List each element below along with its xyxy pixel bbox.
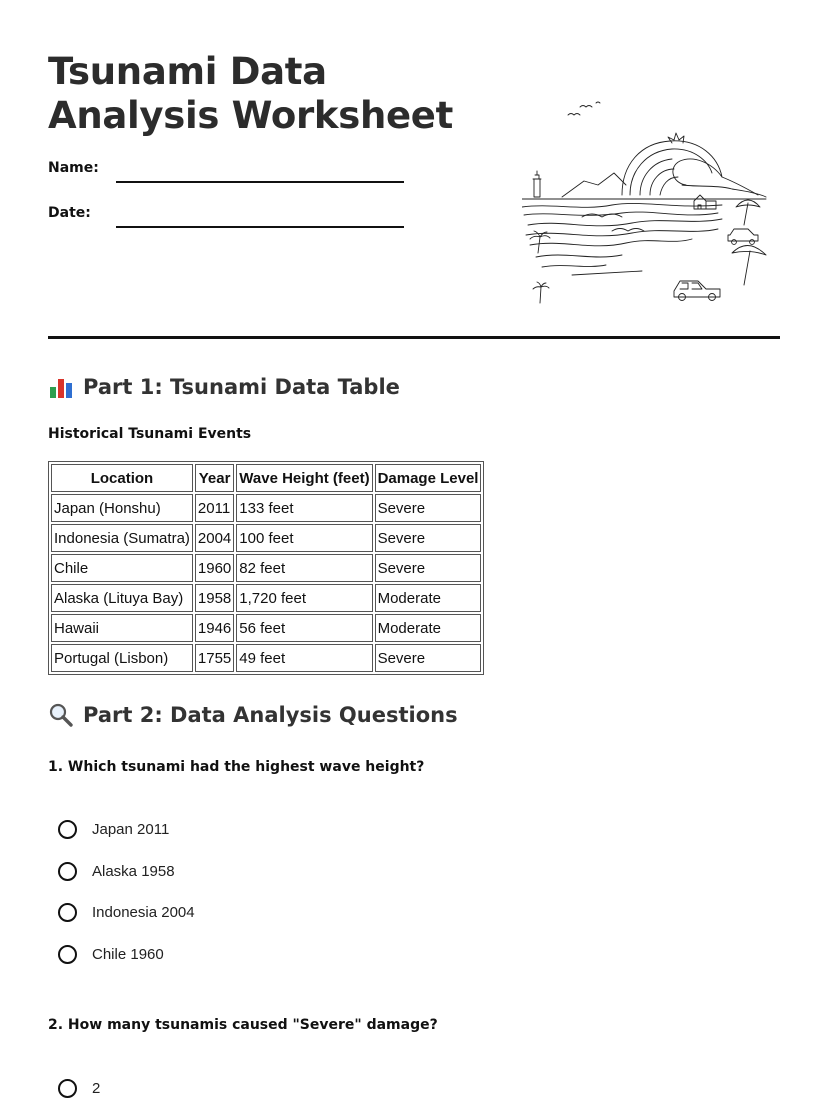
part2-heading [48,702,458,728]
date-label: Date: [48,205,91,221]
option-label: 2 [92,1080,101,1097]
magnifying-glass-icon [48,702,74,728]
bar-chart-icon [48,374,74,400]
radio-button[interactable] [58,820,77,839]
column-header: Wave Height (feet) [236,464,372,492]
table-row [51,524,481,552]
cell-location: Japan (Honshu) [51,494,193,522]
radio-button[interactable] [58,945,77,964]
option-label: Alaska 1958 [92,863,175,880]
cell-location: Indonesia (Sumatra) [51,524,193,552]
cell-year: 1755 [195,644,234,672]
cell-year: 1946 [195,614,234,642]
table-row [51,494,481,522]
name-label: Name: [48,160,99,176]
cell-year: 1960 [195,554,234,582]
date-input-line[interactable] [116,226,404,228]
cell-year: 1958 [195,584,234,612]
cell-damage-level: Severe [375,554,482,582]
cell-damage-level: Moderate [375,584,482,612]
cell-damage-level: Moderate [375,614,482,642]
cell-wave-height: 1,720 feet [236,584,372,612]
table-row [51,644,481,672]
radio-button[interactable] [58,1079,77,1098]
question-2: 2. How many tsunamis caused "Severe" damage? [48,1017,438,1033]
cell-wave-height: 133 feet [236,494,372,522]
cell-location: Hawaii [51,614,193,642]
question-1: 1. Which tsunami had the highest wave height? [48,759,425,775]
table-row [51,584,481,612]
column-header: Location [51,464,193,492]
table-caption: Historical Tsunami Events [48,426,252,442]
option-label: Chile 1960 [92,946,164,963]
page-title: Tsunami Data Analysis Worksheet [48,50,453,137]
cell-wave-height: 100 feet [236,524,372,552]
cell-wave-height: 82 feet [236,554,372,582]
column-header: Damage Level [375,464,482,492]
cell-damage-level: Severe [375,524,482,552]
cell-damage-level: Severe [375,644,482,672]
tsunami-illustration [522,85,774,307]
cell-year: 2011 [195,494,234,522]
column-header: Year [195,464,234,492]
q1-option-chile-1960[interactable] [58,945,164,964]
cell-location: Chile [51,554,193,582]
section-divider [48,336,780,339]
q2-option-2[interactable] [58,1079,100,1098]
part1-heading [48,374,400,400]
option-label: Japan 2011 [92,821,170,838]
part2-heading-text: Part 2: Data Analysis Questions [83,703,458,727]
cell-wave-height: 56 feet [236,614,372,642]
part1-heading-text: Part 1: Tsunami Data Table [83,375,400,399]
q1-option-alaska-1958[interactable] [58,862,175,881]
q1-option-japan-2011[interactable] [58,820,169,839]
q1-option-indonesia-2004[interactable] [58,903,195,922]
radio-button[interactable] [58,903,77,922]
cell-location: Alaska (Lituya Bay) [51,584,193,612]
cell-damage-level: Severe [375,494,482,522]
table-row [51,554,481,582]
table-row [51,614,481,642]
radio-button[interactable] [58,862,77,881]
name-input-line[interactable] [116,181,404,183]
cell-location: Portugal (Lisbon) [51,644,193,672]
tsunami-data-table [48,461,484,675]
table-header-row [51,464,481,492]
cell-year: 2004 [195,524,234,552]
option-label: Indonesia 2004 [92,904,195,921]
cell-wave-height: 49 feet [236,644,372,672]
